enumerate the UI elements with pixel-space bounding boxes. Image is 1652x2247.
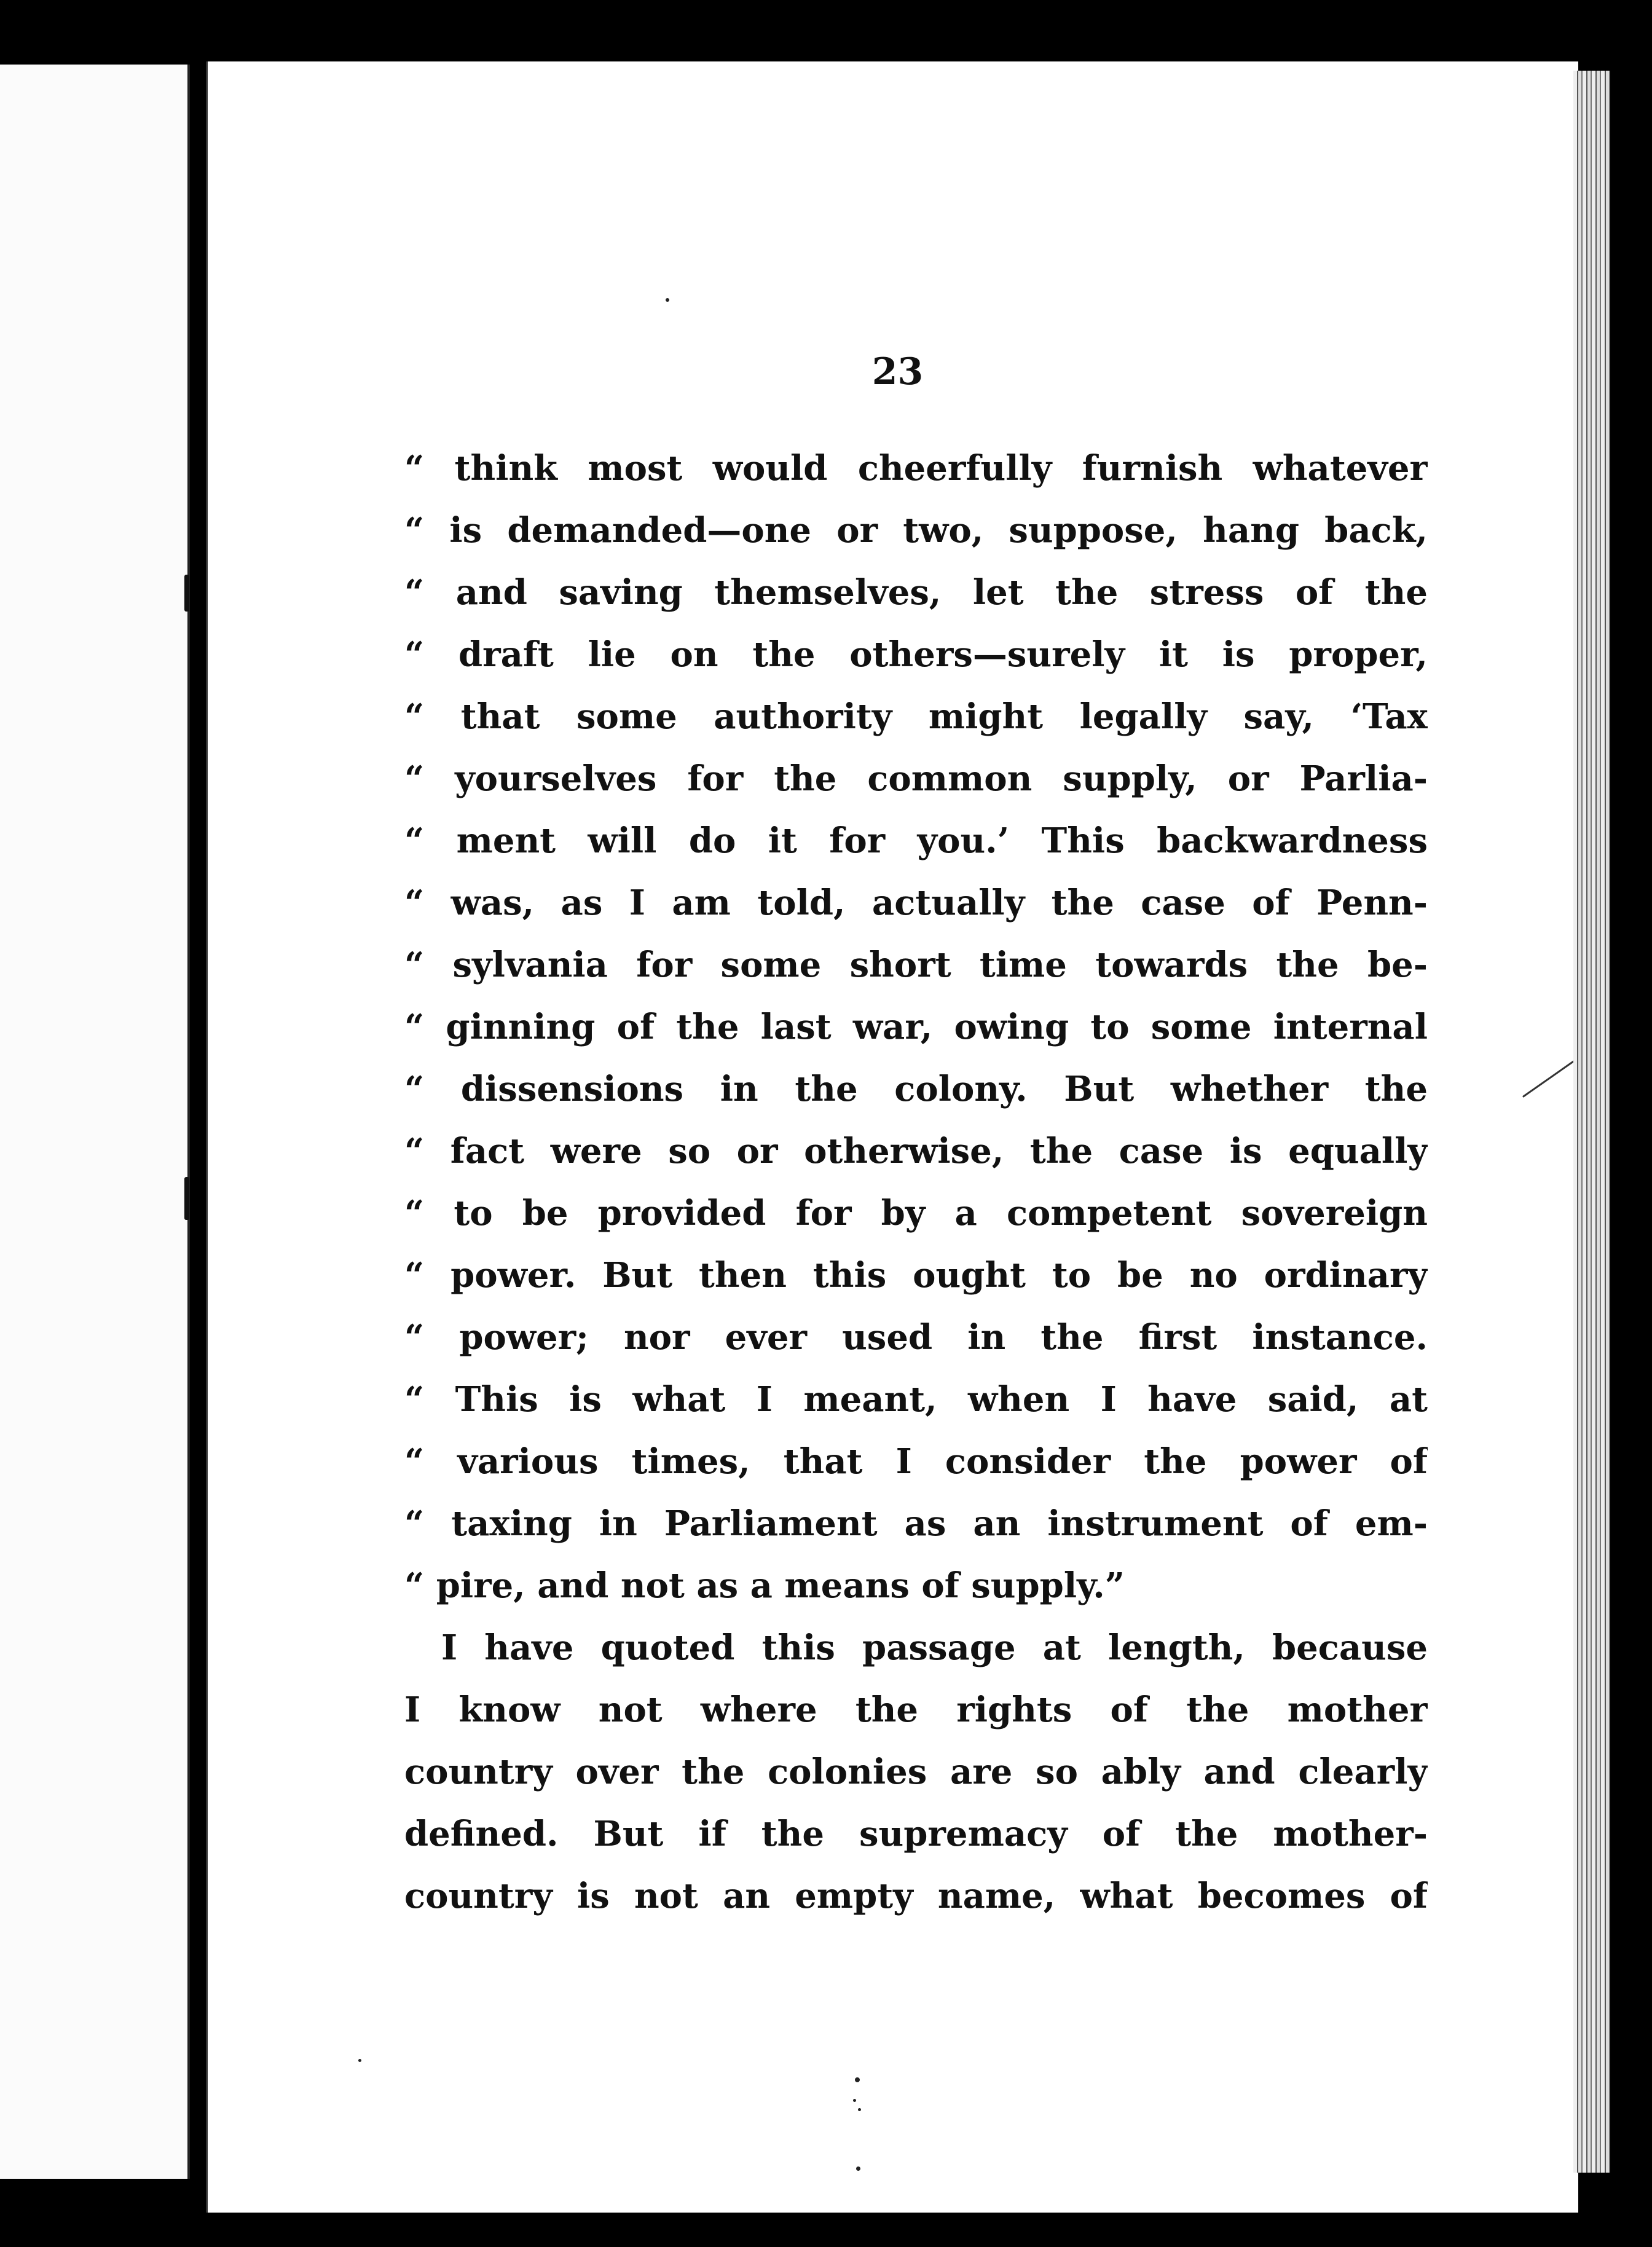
scan-artifact-line [1522,1057,1579,1098]
text-line: “ power; nor ever used in the first instance. [404,1317,1428,1358]
text-line: “ ment will do it for you.’ This backwardness [404,820,1428,861]
text-line: “ to be provided for by a competent sovereign [404,1193,1428,1234]
body-text [404,438,1428,1927]
book-page [206,61,1578,2213]
speck [856,2166,860,2171]
text-line: “ This is what I meant, when I have said, at [404,1379,1428,1420]
speck [858,2108,861,2111]
text-line: I have quoted this passage at length, because [441,1627,1428,1668]
binding-mark [184,575,189,612]
text-line: country over the colonies are so ably and clearly [404,1752,1428,1792]
text-line: “ draft lie on the others—surely it is proper, [404,634,1428,675]
text-line: “ and saving themselves, let the stress of the [404,572,1428,613]
text-line: “ taxing in Parliament as an instrument of em- [404,1503,1428,1544]
text-line: defined. But if the supremacy of the mother- [404,1814,1428,1854]
text-line: “ that some authority might legally say, ‘Tax [404,696,1428,737]
text-line: “ sylvania for some short time towards the be- [404,945,1428,985]
text-line: “ is demanded—one or two, suppose, hang back, [404,510,1428,551]
binding-mark [184,1177,189,1220]
text-line: “ ginning of the last war, owing to some internal [404,1007,1428,1047]
text-line: “ power. But then this ought to be no ordinary [404,1255,1428,1296]
page-stack-edges [1573,71,1610,2173]
text-line: “ yourselves for the common supply, or Parlia- [404,758,1428,799]
facing-page-edge [0,65,190,2179]
text-line: “ think most would cheerfully furnish whatever [404,448,1428,489]
page-number: 23 [871,350,924,393]
speck [855,2077,860,2082]
text-line: “ various times, that I consider the power of [404,1441,1428,1482]
speck [853,2099,856,2102]
text-line: “ pire, and not as a means of supply.” [404,1565,1125,1606]
text-line: I know not where the rights of the mother [404,1690,1428,1730]
text-line: “ dissensions in the colony. But whether the [404,1069,1428,1109]
text-line: “ was, as I am told, actually the case of Penn- [404,883,1428,923]
speck [666,298,669,302]
text-line: country is not an empty name, what becomes of [404,1876,1428,1916]
speck [358,2059,361,2062]
text-line: “ fact were so or otherwise, the case is equally [404,1131,1428,1171]
